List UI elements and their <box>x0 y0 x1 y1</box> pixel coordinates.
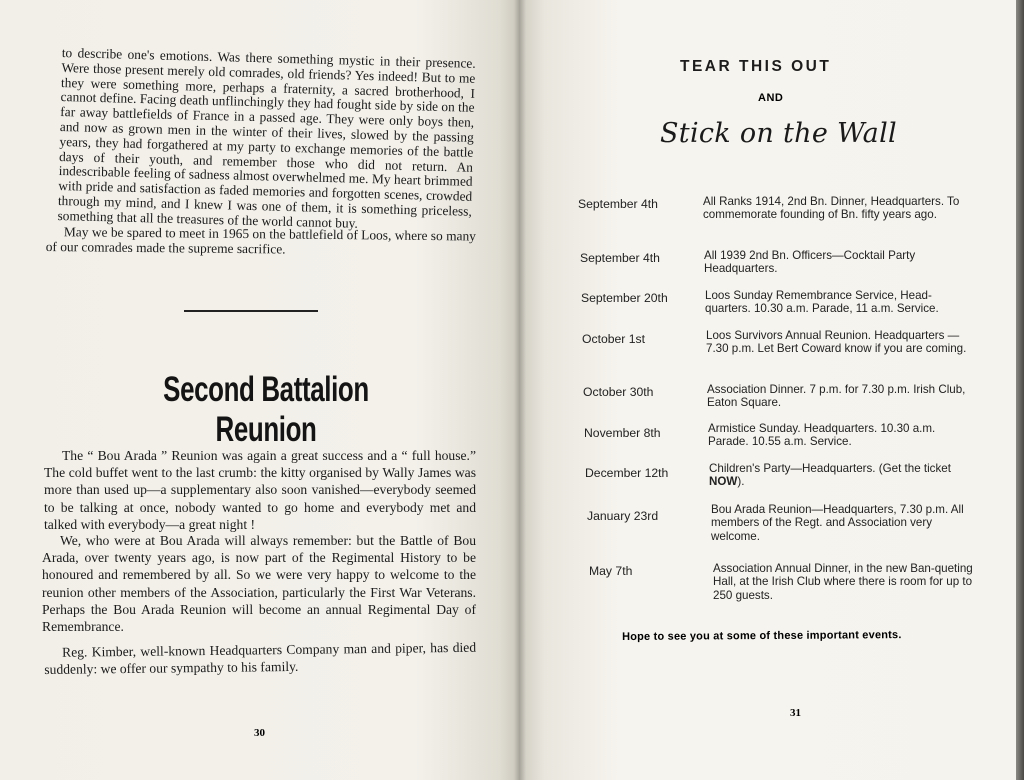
event-date: September 4th <box>578 197 658 211</box>
event-date: December 12th <box>585 466 669 480</box>
section-divider <box>184 310 318 312</box>
reunion-paragraph-1: The “ Bou Arada ” Reunion was again a great success and a “ full house.” The cold buffet went to the last crumb: the kitty organised by Wally James was more than used up—a supplementary also soon vanished—everybody seemed to be talking at once, nobody wanted to go home and everybody met and talked with everybody—a great night ! <box>44 448 476 532</box>
event-description: Armistice Sunday. Headquarters. 10.30 a.m. Parade. 10.55 a.m. Service. <box>708 422 936 449</box>
closing-line: Hope to see you at some of these important events. <box>622 629 902 643</box>
event-date: October 30th <box>583 385 654 399</box>
reunion-paragraph-2: We, who were at Bou Arada will always remember: but the Battle of Bou Arada, over twenty years ago, is now part of the Regimental History to be honoured and remembered by all. So we were very happy to welcome to the reunion other members of the Association, particularly the First War Veterans. Perhaps the Bou Arada Reunion will become an annual Regimental Day of Remembrance. <box>42 533 476 635</box>
event-description: Association Dinner. 7 p.m. for 7.30 p.m. Irish Club, Eaton Square. <box>707 383 966 410</box>
section-heading: Second Battalion Reunion <box>163 370 369 449</box>
event-date: September 20th <box>581 291 668 305</box>
book-edge <box>1016 0 1024 780</box>
tear-out-title: TEAR THIS OUT <box>680 58 832 75</box>
page-number-left: 30 <box>254 727 265 739</box>
obituary-paragraph: Reg. Kimber, well-known Headquarters Company man and piper, has died suddenly: we offer our sympathy to his family. <box>44 639 477 678</box>
event-date: October 1st <box>582 332 645 346</box>
event-description: Association Annual Dinner, in the new Ban-queting Hall, at the Irish Club where there is room for up to 250 guests. <box>713 562 973 602</box>
event-date: September 4th <box>580 251 660 265</box>
event-description-end: ). <box>737 475 745 489</box>
event-description <box>709 462 979 489</box>
stick-on-wall-title: Stick on the Wall <box>660 118 897 149</box>
and-label: AND <box>758 92 784 104</box>
event-date: November 8th <box>584 426 661 440</box>
event-date: January 23rd <box>587 509 659 523</box>
loos-paragraph: May we be spared to meet in 1965 on the battlefield of Loos, where so many of our comrades made the supreme sacrifice. <box>45 224 476 257</box>
book-gutter <box>514 0 526 780</box>
event-description: All Ranks 1914, 2nd Bn. Dinner, Headquarters. To commemorate founding of Bn. fifty years ago. <box>703 195 960 222</box>
event-description: Loos Survivors Annual Reunion. Headquarters —7.30 p.m. Let Bert Coward know if you are coming. <box>706 329 967 356</box>
event-date: May 7th <box>589 564 633 578</box>
event-description-emphasis: NOW <box>709 475 738 489</box>
page-number-right: 31 <box>790 707 801 719</box>
event-description-text: Children's Party—Headquarters. (Get the ticket <box>709 462 951 475</box>
continuation-paragraph: to describe one's emotions. Was there something mystic in their presence. Were those present merely old comrades, old friends? Yes indeed! But to me they were something more, perhaps a fraternity, a sacred brotherhood, I cannot define. Facing death unflinchingly they had fought side by side on the far away battlefields of France in a passed age. They were only boys then, and now as grown men in the winter of their lives, slowed by the passing years, they had forgathered at my party to exchange memories of the battle days of their youth, and remember those who did not return. An indescribable feeling of sadness almost overwhelmed me. My heart brimmed with pride and satisfaction as faded memories and forgotten scenes, crowded through my mind, and I knew I was one of them, it is something priceless, something that all the treasures of the world cannot buy. <box>57 45 476 231</box>
event-description: Loos Sunday Remembrance Service, Head-quarters. 10.30 a.m. Parade, 11 a.m. Service. <box>705 289 939 316</box>
event-description: All 1939 2nd Bn. Officers—Cocktail Party Headquarters. <box>704 249 916 276</box>
event-description: Bou Arada Reunion—Headquarters, 7.30 p.m. All members of the Regt. and Association very welcome. <box>711 503 964 543</box>
